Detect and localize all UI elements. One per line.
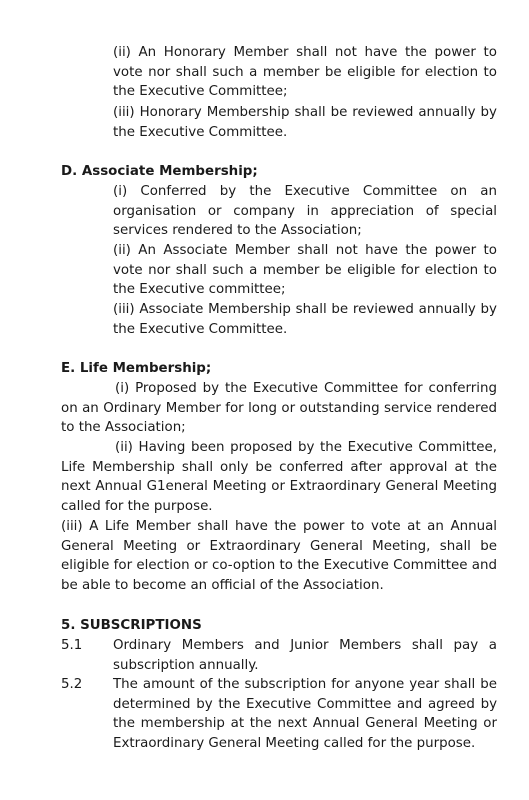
subscription-item-number: 5.2: [61, 677, 83, 692]
subscription-item-number: 5.1: [61, 638, 83, 653]
associate-clause-ii: (ii) An Associate Member shall not have the power to vote nor shall such a member be eligible for election to the Executive committee;: [113, 243, 497, 298]
associate-clause-i: (i) Conferred by the Executive Committee on an organisation or company in appreciation of special services rendered to the Association;: [113, 184, 497, 239]
honorary-clause-ii: (ii) An Honorary Member shall not have the power to vote nor shall such a member be eligible for election to the Executive Committee;: [113, 45, 497, 100]
subscription-item-text: The amount of the subscription for anyone year shall be determined by the Executive Committee and agreed by the membership at the next Annual General Meeting or Extraordinary General Meeting called for the purpose.: [113, 677, 497, 752]
honorary-clause-iii: (iii) Honorary Membership shall be reviewed annually by the Executive Committee.: [113, 105, 497, 140]
life-heading: E. Life Membership;: [61, 361, 212, 376]
subscriptions-heading: 5. SUBSCRIPTIONS: [61, 618, 202, 633]
subscription-item-text: Ordinary Members and Junior Members shall pay a subscription annually.: [113, 638, 497, 673]
life-clause-ii: (ii) Having been proposed by the Executive Committee, Life Membership shall only be conferred after approval at the next Annual G1eneral Meeting or Extraordinary General Meeting called for the purpose.: [61, 440, 497, 515]
associate-clause-iii: (iii) Associate Membership shall be reviewed annually by the Executive Committee.: [113, 302, 497, 337]
life-clause-i: (i) Proposed by the Executive Committee for conferring on an Ordinary Member for long or outstanding service rendered to the Association;: [61, 381, 497, 436]
life-clause-iii: (iii) A Life Member shall have the power to vote at an Annual General Meeting or Extraordinary General Meeting, shall be eligible for election or co-option to the Executive Committee and be able to become an official of the Association.: [61, 519, 497, 594]
associate-heading: D. Associate Membership;: [61, 164, 258, 179]
